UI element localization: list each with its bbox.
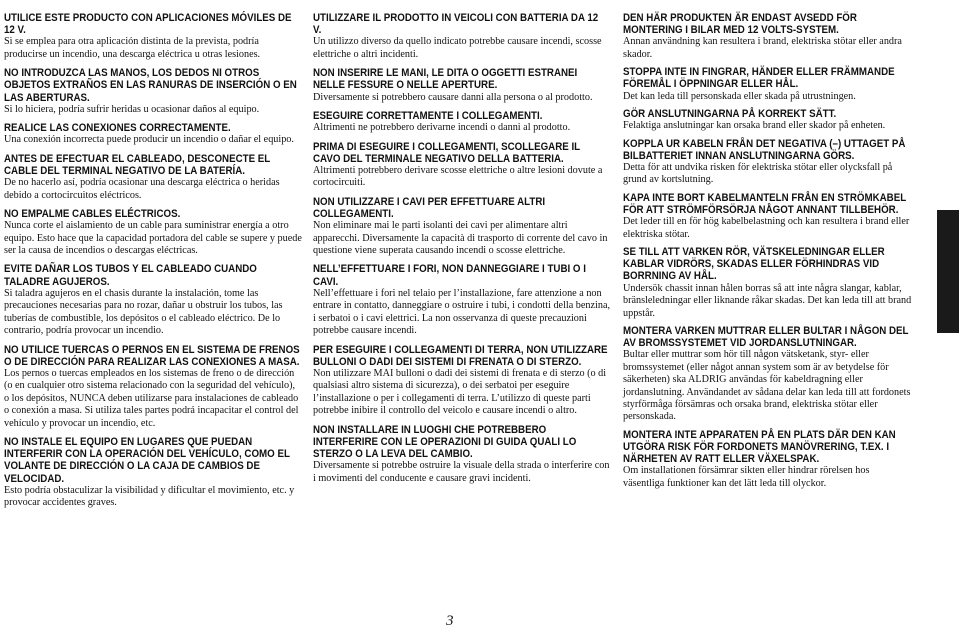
- warning-section: [313, 12, 611, 61]
- warning-body: Nunca corte el aislamiento de un cable para suministrar energía a otro equipo. Esto hace que la capacidad portadora del cable se supere y puede ser la causa de incendios o descargas eléctricas.: [4, 220, 302, 257]
- warning-heading: REALICE LAS CONEXIONES CORRECTAMENTE.: [4, 122, 231, 135]
- warning-heading: GÖR ANSLUTNINGARNA PÅ KORREKT SÄTT.: [623, 108, 837, 121]
- warning-heading: UTILICE ESTE PRODUCTO CON APLICACIONES MÓVILES DE 12 V.: [4, 12, 292, 37]
- warning-heading: NO UTILICE TUERCAS O PERNOS EN EL SISTEMA DE FRENOS O DE DIRECCIÓN PARA REALIZAR LAS CONEXIONES A MASA.: [4, 343, 300, 368]
- warning-section: [313, 196, 611, 258]
- warning-section: [623, 108, 913, 133]
- language-tab-marker: [937, 210, 959, 333]
- warning-heading: NON INSTALLARE IN LUOGHI CHE POTREBBERO INTERFERIRE CON LE OPERAZIONI DI GUIDA QUALI LO STERZO O LA LEVA DEL CAMBIO.: [313, 423, 577, 460]
- warning-heading: MONTERA INTE APPARATEN PÅ EN PLATS DÄR DEN KAN UTGÖRA RISK FÖR FORDONETS MANÖVRERING, T.EX. I NÄRHETEN AV RATT ELLER VÄXELSPAK.: [623, 428, 896, 466]
- warning-heading: MONTERA VARKEN MUTTRAR ELLER BULTAR I NÅGON DEL AV BROMSSYSTEMET VID JORDANSLUTNINGAR.: [623, 324, 909, 350]
- page-number: 3: [446, 613, 454, 629]
- warning-body: Diversamente si potrebbe ostruire la visuale della strada o interferire con i movimenti del conducente e causare gravi incidenti.: [313, 460, 610, 484]
- warning-body: Undersök chassit innan hålen borras så att inte några slangar, kablar, bränsleledningar eller liknande råkar skadas. Det kan leda till att brand uppstår.: [623, 282, 912, 319]
- warning-section: [4, 153, 302, 202]
- warning-body: Om installationen försämrar sikten eller hindrar rörelsen hos väsentliga funktioner kan det lätt leda till olyckor.: [623, 465, 870, 489]
- warning-body: Diversamente si potrebbero causare danni alla persona o al prodotto.: [313, 91, 593, 103]
- warning-heading: NO EMPALME CABLES ELÉCTRICOS.: [4, 208, 181, 221]
- warning-body: Non utilizzare MAI bulloni o dadi dei sistemi di frenata e di sterzo (o di qualsiasi altro sistema di sicurezza), o dei serbatoi per eseguire l’installazione o per i collegamenti di terra. L’utilizzo di queste parti potrebbe inibire il controllo del veicolo e causare incendi o altro.: [313, 367, 607, 417]
- warning-heading: ESEGUIRE CORRETTAMENTE I COLLEGAMENTI.: [313, 110, 543, 123]
- warning-section: [4, 12, 302, 61]
- warning-section: [623, 12, 913, 61]
- warning-section: [4, 263, 302, 337]
- warning-body: Un utilizzo diverso da quello indicato potrebbe causare incendi, scosse elettriche o altri incidenti.: [313, 36, 602, 60]
- warning-heading: STOPPA INTE IN FINGRAR, HÄNDER ELLER FRÄMMANDE FÖREMÅL I ÖPPNINGAR ELLER HÅL.: [623, 66, 895, 91]
- warning-section: [313, 344, 611, 418]
- warning-body: Los pernos o tuercas empleados en los sistemas de freno o de dirección (o en cualquier otro sistema relacionado con la seguridad del vehículo), o los depósitos, NUNCA deben utilizarse para instalaciones de cableado o conexión a masa. Si utiliza tales partes podrá incapacitar el control del vehículo y provocar un incendio, etc.: [4, 367, 299, 429]
- warning-heading: UTILIZZARE IL PRODOTTO IN VEICOLI CON BATTERIA DA 12 V.: [313, 12, 599, 37]
- warning-body: Bultar eller muttrar som hör till någon vätsketank, styr- eller bromssystemet (eller något annan system som är av betydelse för säkerheten) ska ALDRIG användas för kabeldragning eller jordanslutning. Användandet av sådana delar kan leda till att fordonets styrförmåga försämras och orsaka brand, elektriska stötar eller personskada.: [623, 349, 911, 423]
- warning-heading: NO INSTALE EL EQUIPO EN LUGARES QUE PUEDAN INTERFERIR CON LA OPERACIÓN DEL VEHÍCULO, COMO EL VOLANTE DE DIRECCIÓN O LA CAJA DE CAMBIOS DE VELOCIDAD.: [4, 435, 290, 485]
- warning-section: [4, 436, 302, 510]
- warning-heading: NELL’EFFETTUARE I FORI, NON DANNEGGIARE I TUBI O I CAVI.: [313, 263, 586, 288]
- warning-section: [623, 66, 913, 103]
- warning-body: Altrimenti ne potrebbero derivarne incendi o danni al prodotto.: [313, 122, 571, 134]
- warning-section: [313, 110, 611, 135]
- warning-heading: PRIMA DI ESEGUIRE I COLLEGAMENTI, SCOLLEGARE IL CAVO DEL TERMINALE NEGATIVO DELLA BATTERIA.: [313, 140, 580, 165]
- warning-section: [313, 263, 611, 337]
- warning-heading: NON INSERIRE LE MANI, LE DITA O OGGETTI ESTRANEI NELLE FESSURE O NELLE APERTURE.: [313, 67, 578, 92]
- warning-section: [4, 208, 302, 257]
- warning-section: [4, 344, 302, 430]
- warning-body: Nell’effettuare i fori nel telaio per l’installazione, fare attenzione a non entrare in contatto, danneggiare o ostruire i tubi, i condotti della benzina, i serbatoi o i cavi elettrici. La non osservanza di queste precauzioni potrebbe causare incendi.: [313, 287, 611, 337]
- warning-body: Det leder till en för hög kabelbelastning och kan resultera i brand eller elektriska stötar.: [623, 216, 910, 240]
- warning-section: [623, 246, 913, 320]
- warning-heading: SE TILL ATT VARKEN RÖR, VÄTSKELEDNINGAR ELLER KABLAR VIDRÖRS, SKADAS ELLER FÖRHINDRAS VID BORRNING AV HÅL.: [623, 246, 885, 283]
- warning-body: Esto podría obstaculizar la visibilidad y dificultar el movimiento, etc. y provocar accidentes graves.: [4, 484, 295, 509]
- warning-section: [4, 67, 302, 116]
- warning-heading: PER ESEGUIRE I COLLEGAMENTI DI TERRA, NON UTILIZZARE BULLONI O DADI DEI SISTEMI DI FRENATA O DI STERZO.: [313, 343, 608, 368]
- warning-body: Felaktiga anslutningar kan orsaka brand eller skador på enheten.: [623, 120, 886, 132]
- spanish-column: [4, 12, 302, 516]
- warning-section: [4, 122, 302, 147]
- warning-heading: KAPA INTE BORT KABELMANTELN FRÅN EN STRÖMKABEL FÖR ATT STRÖMFÖRSÖRJA NÅGOT ANNANT TILLBEHÖR.: [623, 191, 907, 217]
- warning-body: Detta för att undvika risken för elektriska stötar eller olycksfall på grund av kortslutning.: [623, 162, 893, 186]
- warning-section: [623, 325, 913, 424]
- warning-body: Si taladra agujeros en el chasis durante la instalación, tome las precauciones necesarias para no rozar, dañar u obstruir los tubos, las tuberías de combustible, los depósitos o el cableado eléctrico. De lo contrario, podría provocar un incendio.: [4, 287, 283, 337]
- warning-body: Det kan leda till personskada eller skada på utrustningen.: [623, 90, 856, 102]
- warning-heading: ANTES DE EFECTUAR EL CABLEADO, DESCONECTE EL CABLE DEL TERMINAL NEGATIVO DE LA BATERÍA.: [4, 152, 271, 178]
- warning-heading: NO INTRODUZCA LAS MANOS, LOS DEDOS NI OTROS OBJETOS EXTRAÑOS EN LAS RANURAS DE INSERCIÓN O EN LAS ABERTURAS.: [4, 67, 297, 104]
- warning-section: [313, 67, 611, 104]
- swedish-column: [623, 12, 913, 495]
- warning-body: De no hacerlo así, podría ocasionar una descarga eléctrica o heridas debido a cortocircuitos eléctricos.: [4, 177, 280, 201]
- warning-section: [313, 424, 611, 485]
- warning-section: [623, 429, 913, 490]
- warning-heading: KOPPLA UR KABELN FRÅN DET NEGATIVA (–) UTTAGET PÅ BILBATTERIET INNAN ANSLUTNINGARNA GÖRS.: [623, 137, 906, 162]
- warning-heading: EVITE DAÑAR LOS TUBOS Y EL CABLEADO CUANDO TALADRE AGUJEROS.: [4, 263, 257, 288]
- warning-heading: DEN HÄR PRODUKTEN ÄR ENDAST AVSEDD FÖR MONTERING I BILAR MED 12 VOLTS-SYSTEM.: [623, 12, 857, 37]
- warning-section: [313, 141, 611, 190]
- warning-section: [623, 138, 913, 187]
- warning-body: Si se emplea para otra aplicación distinta de la prevista, podría producirse un incendio, una descarga eléctrica u otras lesiones.: [4, 36, 261, 60]
- warning-body: Altrimenti potrebbero derivare scosse elettriche o altre lesioni dovute a cortocircuiti.: [313, 165, 603, 189]
- warning-body: Non eliminare mai le parti isolanti dei cavi per alimentare altri apparecchi. Diversamente la capacità di trasporto di corrente del cavo in questione viene superata causando incendi o scosse elettriche.: [313, 220, 608, 257]
- warning-body: Annan användning kan resultera i brand, elektriska stötar eller andra skador.: [623, 36, 902, 60]
- warning-heading: NON UTILIZZARE I CAVI PER EFFETTUARE ALTRI COLLEGAMENTI.: [313, 195, 546, 221]
- italian-column: [313, 12, 611, 491]
- warning-section: [623, 192, 913, 241]
- warning-body: Una conexión incorrecta puede producir un incendio o dañar el equipo.: [4, 134, 294, 146]
- warning-body: Si lo hiciera, podría sufrir heridas u ocasionar daños al equipo.: [4, 103, 260, 115]
